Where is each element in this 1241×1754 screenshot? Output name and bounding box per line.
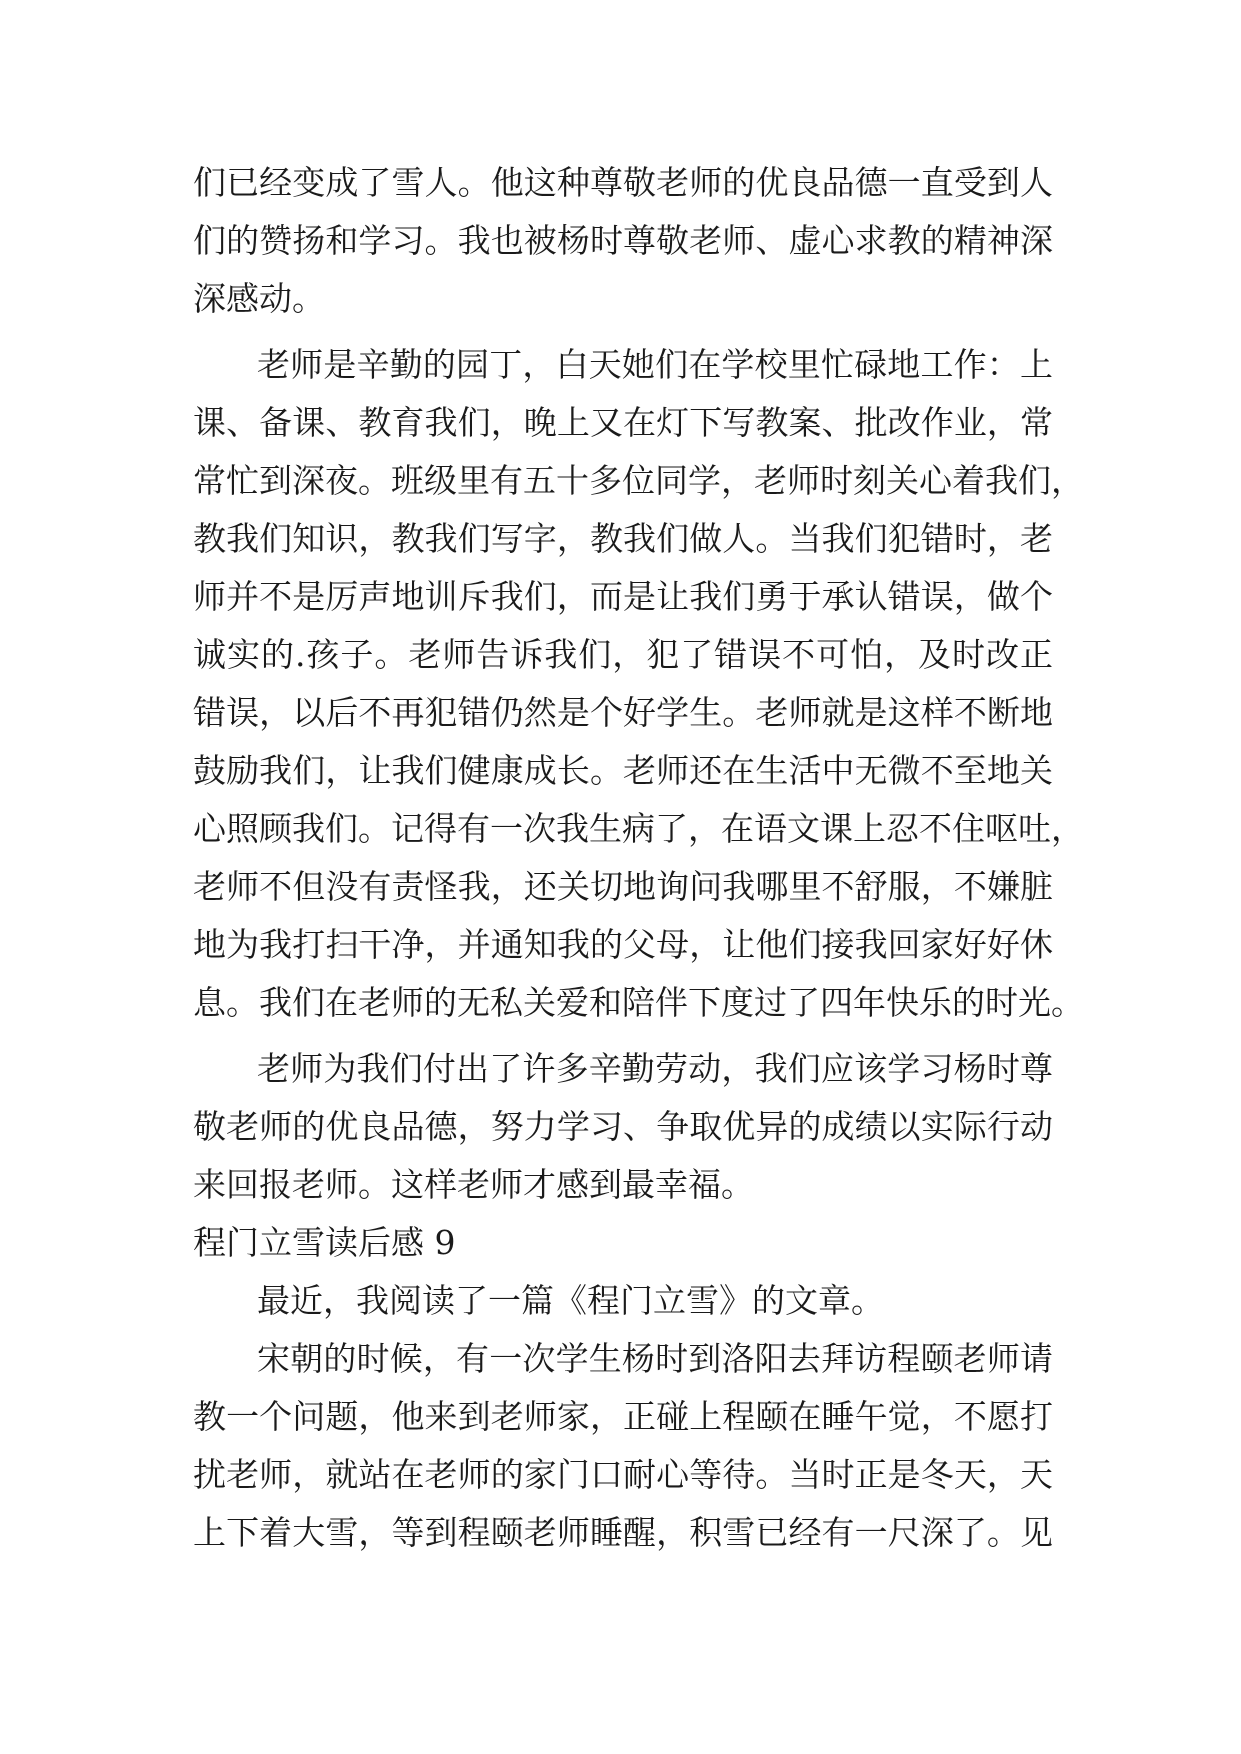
paragraph-2-line-4: 教我们知识，教我们写字，教我们做人。当我们犯错时，老 <box>193 519 1053 558</box>
paragraph-2-line-8: 鼓励我们，让我们健康成长。老师还在生活中无微不至地关 <box>193 751 1053 790</box>
section-paragraph-2-line-3: 扰老师，就站在老师的家门口耐心等待。当时正是冬天，天 <box>193 1455 1053 1494</box>
paragraph-2-line-7: 错误，以后不再犯错仍然是个好学生。老师就是这样不断地 <box>193 693 1053 732</box>
paragraph-1-line-3: 深感动。 <box>193 279 325 318</box>
paragraph-2-line-12: 息。我们在老师的无私关爱和陪伴下度过了四年快乐的时光。 <box>193 983 1084 1022</box>
section-paragraph-2-line-4: 上下着大雪，等到程颐老师睡醒，积雪已经有一尺深了。见 <box>193 1513 1053 1552</box>
paragraph-2-line-11: 地为我打扫干净，并通知我的父母，让他们接我回家好好休 <box>193 925 1053 964</box>
section-title: 程门立雪读后感 9 <box>193 1223 456 1262</box>
paragraph-2-line-2: 课、备课、教育我们，晚上又在灯下写教案、批改作业，常 <box>193 403 1053 442</box>
section-paragraph-2-line-2: 教一个问题，他来到老师家，正碰上程颐在睡午觉，不愿打 <box>193 1397 1053 1436</box>
paragraph-2-line-3: 常忙到深夜。班级里有五十多位同学，老师时刻关心着我们， <box>193 461 1084 500</box>
paragraph-2-line-5: 师并不是厉声地训斥我们，而是让我们勇于承认错误，做个 <box>193 577 1053 616</box>
paragraph-2-line-1: 老师是辛勤的园丁，白天她们在学校里忙碌地工作：上 <box>257 345 1053 384</box>
paragraph-1-line-1: 们已经变成了雪人。他这种尊敬老师的优良品德一直受到人 <box>193 163 1053 202</box>
paragraph-2-line-6: 诚实的.孩子。老师告诉我们，犯了错误不可怕，及时改正 <box>193 635 1053 674</box>
section-paragraph-2-line-1: 宋朝的时候，有一次学生杨时到洛阳去拜访程颐老师请 <box>257 1339 1053 1378</box>
paragraph-3-line-3: 来回报老师。这样老师才感到最幸福。 <box>193 1165 754 1204</box>
paragraph-3-line-1: 老师为我们付出了许多辛勤劳动，我们应该学习杨时尊 <box>257 1049 1053 1088</box>
paragraph-2-line-10: 老师不但没有责怪我，还关切地询问我哪里不舒服，不嫌脏 <box>193 867 1053 906</box>
paragraph-2-line-9: 心照顾我们。记得有一次我生病了，在语文课上忍不住呕吐， <box>193 809 1084 848</box>
section-paragraph-1-line-1: 最近，我阅读了一篇《程门立雪》的文章。 <box>257 1281 884 1320</box>
paragraph-1-line-2: 们的赞扬和学习。我也被杨时尊敬老师、虚心求教的精神深 <box>193 221 1053 260</box>
paragraph-3-line-2: 敬老师的优良品德，努力学习、争取优异的成绩以实际行动 <box>193 1107 1053 1146</box>
